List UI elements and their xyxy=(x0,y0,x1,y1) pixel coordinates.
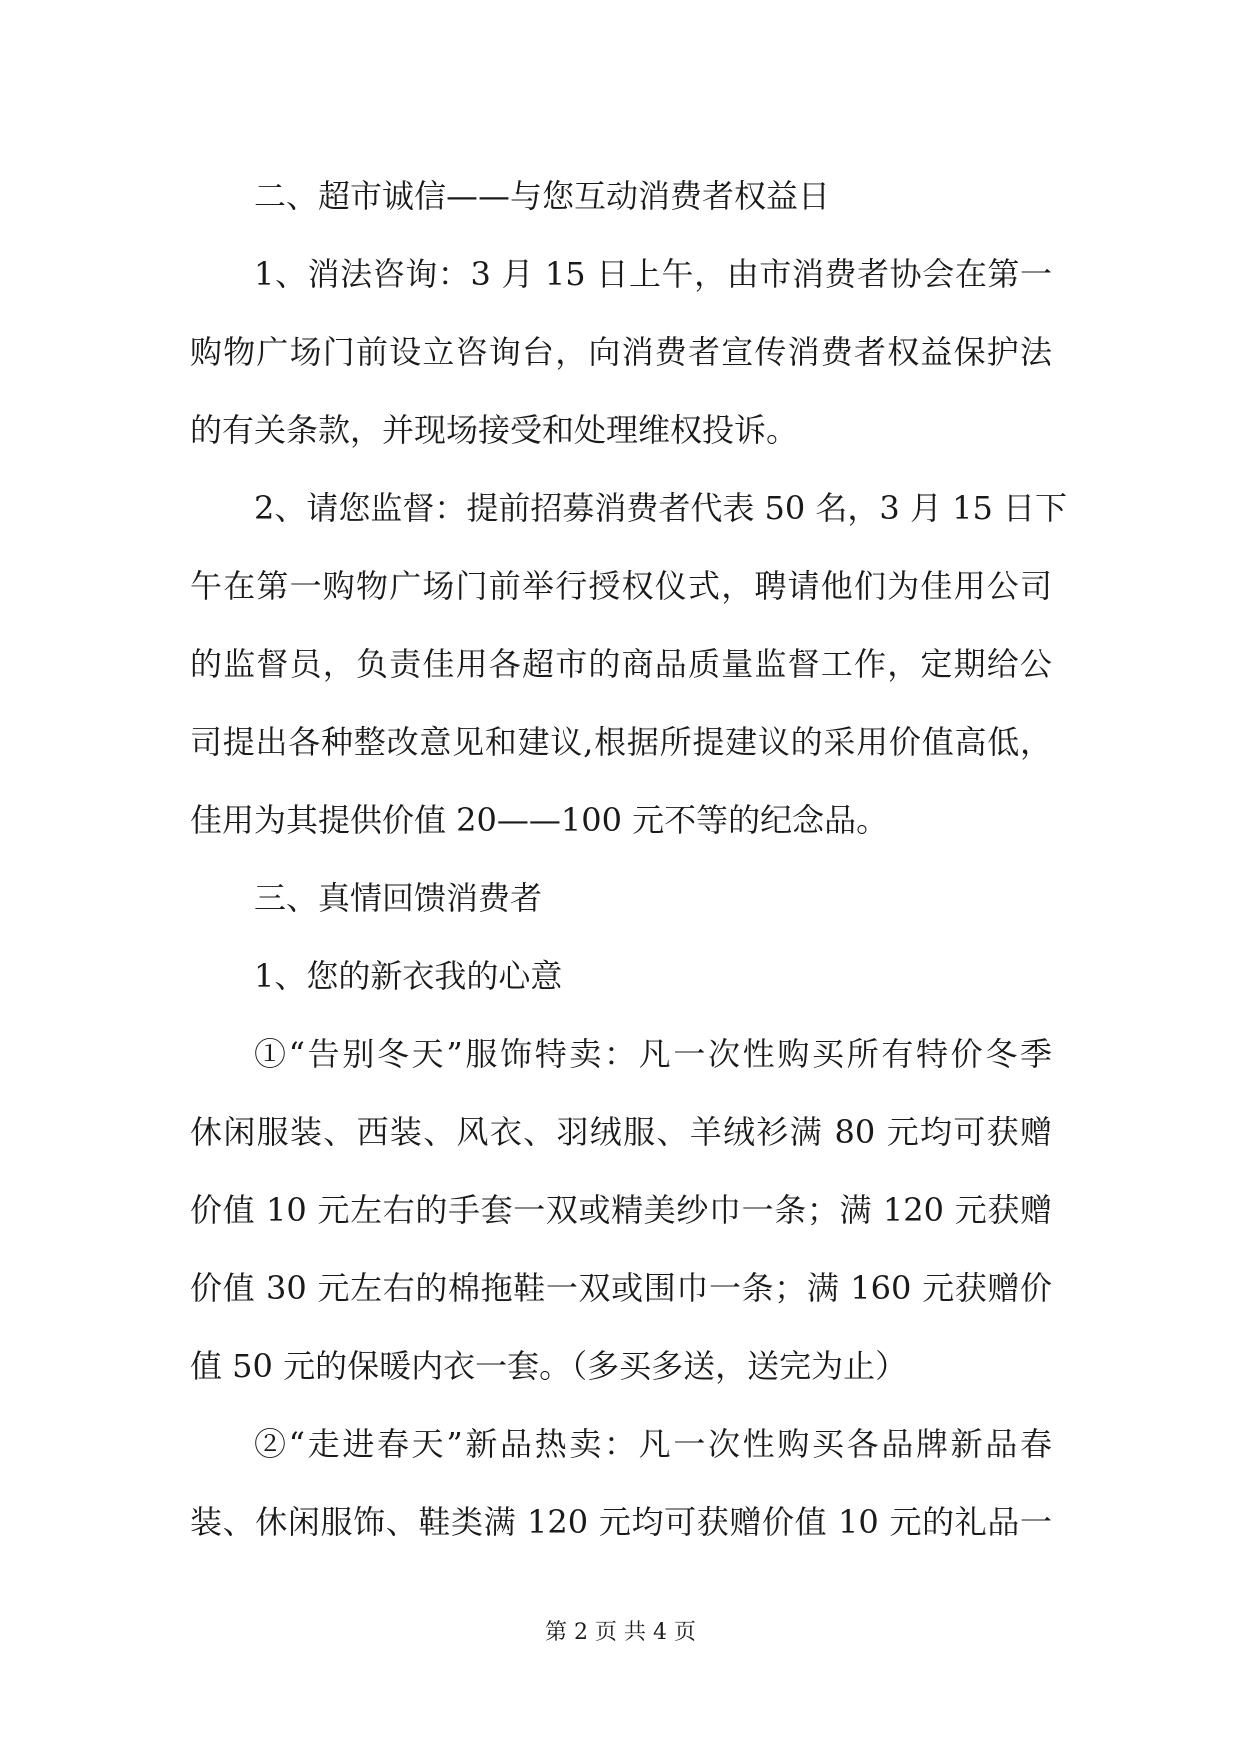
text-line: 的监督员，负责佳用各超市的商品质量监督工作，定期给公 xyxy=(190,645,1052,683)
text-line: 价值 30 元左右的棉拖鞋一双或围巾一条；满 160 元获赠价 xyxy=(190,1269,1052,1307)
document-body xyxy=(190,157,1068,1561)
text-line: 值 50 元的保暖内衣一套。（多买多送，送完为止） xyxy=(190,1347,908,1385)
text-line: 休闲服装、西装、风衣、羽绒服、羊绒衫满 80 元均可获赠 xyxy=(190,1113,1052,1151)
text-line: 1、消法咨询：3 月 15 日上午，由市消费者协会在第一 xyxy=(254,255,1052,293)
text-line: 2、请您监督：提前招募消费者代表 50 名，3 月 15 日下 xyxy=(254,489,1068,527)
text-line: 购物广场门前设立咨询台，向消费者宣传消费者权益保护法 xyxy=(190,333,1052,371)
text-line: 的有关条款，并现场接受和处理维权投诉。 xyxy=(190,411,799,449)
section-2-heading: 二、超市诚信——与您互动消费者权益日 xyxy=(254,177,831,215)
section-3-item-a xyxy=(190,1015,1052,1405)
section-3-sub-1 xyxy=(190,937,1052,1015)
section-3-item-b xyxy=(190,1405,1052,1561)
section-2-item-2 xyxy=(190,469,1068,859)
text-line: 装、休闲服饰、鞋类满 120 元均可获赠价值 10 元的礼品一 xyxy=(190,1503,1052,1541)
text-line: 午在第一购物广场门前举行授权仪式，聘请他们为佳用公司 xyxy=(190,567,1052,605)
text-line: ②“走进春天”新品热卖：凡一次性购买各品牌新品春 xyxy=(254,1425,1052,1463)
text-line: 佳用为其提供价值 20——100 元不等的纪念品。 xyxy=(190,801,889,839)
page-footer: 第 2 页 共 4 页 xyxy=(545,1620,696,1645)
text-line: 价值 10 元左右的手套一双或精美纱巾一条；满 120 元获赠 xyxy=(190,1191,1052,1229)
text-line: 1、您的新衣我的心意 xyxy=(254,957,563,995)
text-line: 司提出各种整改意见和建议,根据所提建议的采用价值高低， xyxy=(190,723,1052,761)
text-line: ①“告别冬天”服饰特卖：凡一次性购买所有特价冬季 xyxy=(254,1035,1052,1073)
section-3-heading: 三、真情回馈消费者 xyxy=(254,879,543,917)
section-2-item-1 xyxy=(190,235,1052,469)
